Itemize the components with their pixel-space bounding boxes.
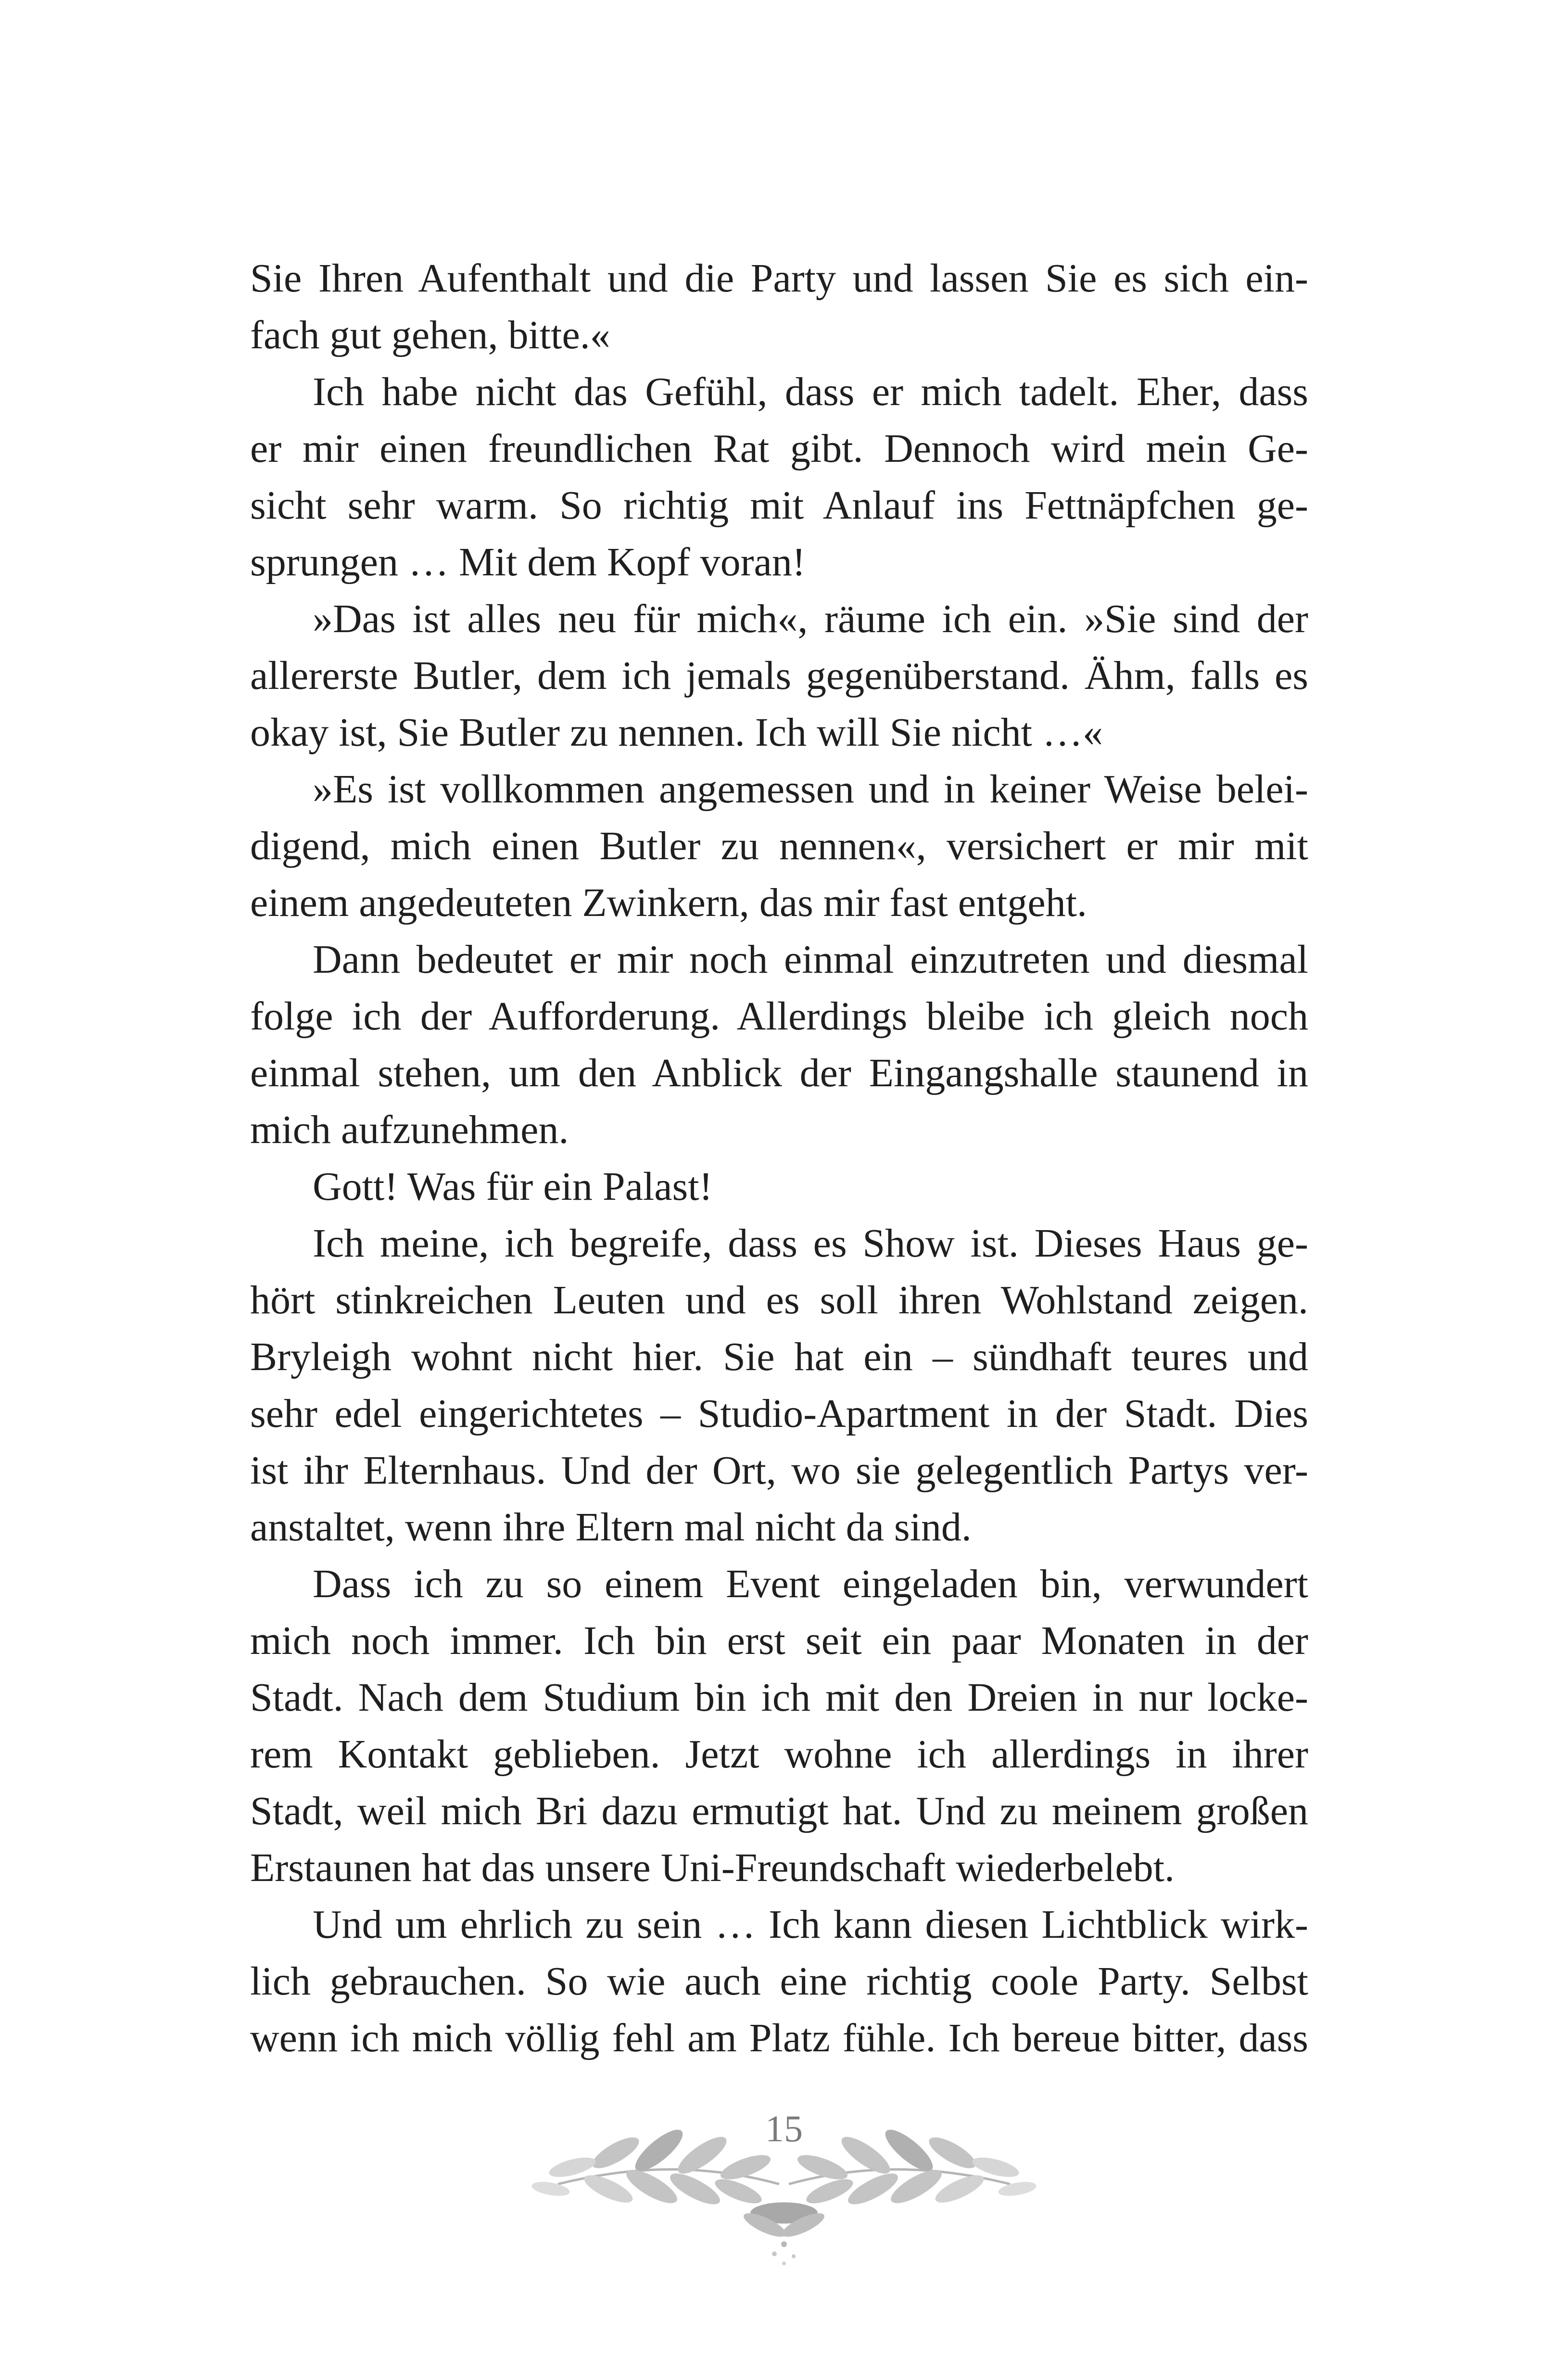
text-line: einmal stehen, um den Anblick der Eingangshalle staunend in	[250, 1051, 1308, 1095]
text-line: Ich meine, ich begreife, dass es Show ist. Dieses Haus ge-	[313, 1221, 1308, 1266]
text-line: »Es ist vollkommen angemessen und in keiner Weise belei-	[313, 767, 1308, 812]
text-line: digend, mich einen Butler zu nennen«, versichert er mir mit	[250, 824, 1308, 868]
text-line: Stadt, weil mich Bri dazu ermutigt hat. Und zu meinem großen	[250, 1789, 1308, 1833]
text-line: lich gebrauchen. So wie auch eine richtig coole Party. Selbst	[250, 1959, 1308, 2004]
text-line: sehr edel eingerichtetes – Studio-Apartment in der Stadt. Dies	[250, 1391, 1308, 1436]
text-line: mich aufzunehmen.	[250, 1107, 569, 1152]
text-line: Dann bedeutet er mir noch einmal einzutreten und diesmal	[313, 937, 1308, 982]
text-line: sicht sehr warm. So richtig mit Anlauf ins Fettnäpfchen ge-	[250, 483, 1308, 528]
text-line: er mir einen freundlichen Rat gibt. Dennoch wird mein Ge-	[250, 426, 1308, 471]
text-line: folge ich der Aufforderung. Allerdings bleibe ich gleich noch	[250, 994, 1308, 1039]
text-line: rem Kontakt geblieben. Jetzt wohne ich allerdings in ihrer	[250, 1732, 1308, 1777]
text-line: einem angedeuteten Zwinkern, das mir fast entgeht.	[250, 880, 1087, 925]
text-line: Gott! Was für ein Palast!	[313, 1164, 713, 1209]
text-line: allererste Butler, dem ich jemals gegenüberstand. Ähm, falls es	[250, 653, 1308, 698]
text-line: Bryleigh wohnt nicht hier. Sie hat ein – sündhaft teures und	[250, 1335, 1308, 1379]
text-line: wenn ich mich völlig fehl am Platz fühle. Ich bereue bitter, dass	[250, 2016, 1308, 2060]
text-line: Erstaunen hat das unsere Uni-Freundschaft wiederbelebt.	[250, 1845, 1175, 1890]
text-line: mich noch immer. Ich bin erst seit ein paar Monaten in der	[250, 1618, 1308, 1663]
laurel-branch-ornament-icon	[495, 2069, 1073, 2271]
text-line: sprungen … Mit dem Kopf voran!	[250, 540, 806, 585]
text-line: okay ist, Sie Butler zu nennen. Ich will Sie nicht …«	[250, 710, 1103, 755]
text-line: anstaltet, wenn ihre Eltern mal nicht da sind.	[250, 1505, 972, 1550]
text-line: Ich habe nicht das Gefühl, dass er mich tadelt. Eher, dass	[313, 369, 1308, 414]
text-line: Stadt. Nach dem Studium bin ich mit den Dreien in nur locke-	[250, 1675, 1308, 1720]
text-line: Dass ich zu so einem Event eingeladen bin, verwundert	[313, 1562, 1308, 1606]
text-line: hört stinkreichen Leuten und es soll ihren Wohlstand zeigen.	[250, 1278, 1308, 1322]
text-line: »Das ist alles neu für mich«, räume ich ein. »Sie sind der	[313, 597, 1308, 641]
page-number: 15	[765, 2108, 803, 2149]
text-line: Sie Ihren Aufenthalt und die Party und lassen Sie es sich ein-	[250, 256, 1308, 301]
text-line: fach gut gehen, bitte.«	[250, 313, 610, 357]
text-line: Und um ehrlich zu sein … Ich kann diesen Lichtblick wirk-	[313, 1902, 1308, 1947]
text-line: ist ihr Elternhaus. Und der Ort, wo sie gelegentlich Partys ver-	[250, 1448, 1308, 1493]
